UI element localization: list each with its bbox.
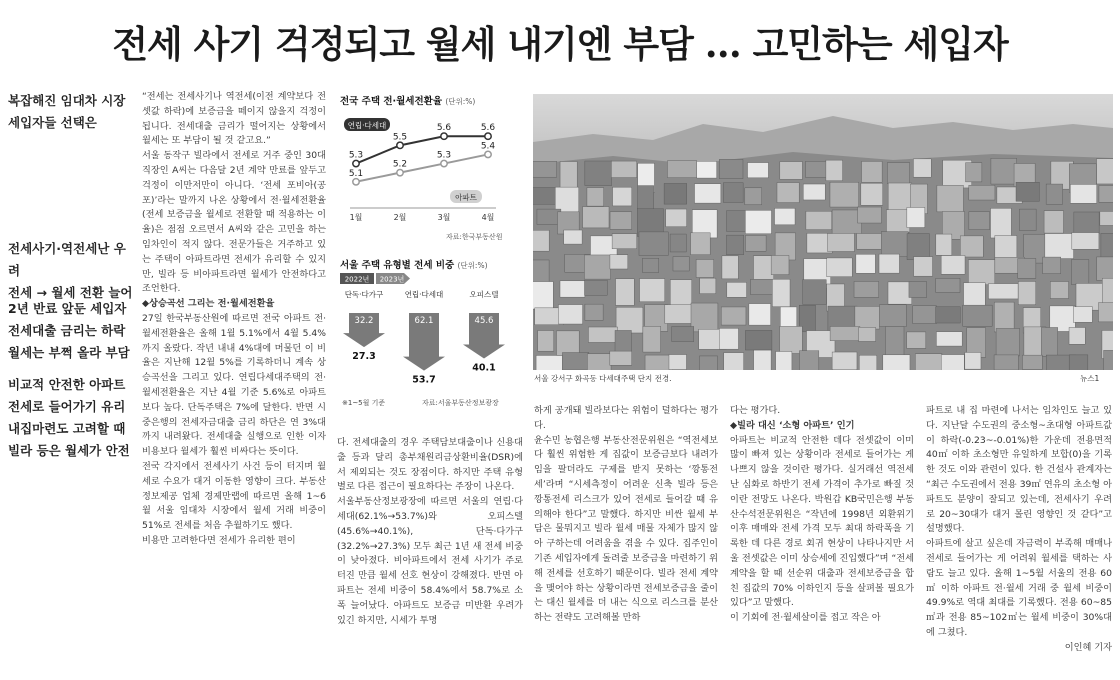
building bbox=[587, 188, 604, 206]
value-label-2022: 62.1 bbox=[414, 316, 434, 326]
category-label: 단독·다가구 bbox=[344, 290, 384, 299]
data-label: 5.6 bbox=[480, 123, 496, 134]
building bbox=[749, 304, 771, 326]
headline: 전세 사기 걱정되고 월세 내기엔 부담 … 고민하는 세입자 bbox=[112, 22, 1008, 66]
building bbox=[533, 230, 549, 251]
category-label: 연립·다세대 bbox=[404, 290, 444, 299]
svg-text:연립·다세대: 연립·다세대 bbox=[347, 121, 387, 130]
building bbox=[1073, 307, 1092, 323]
byline: 이인혜 기자 bbox=[1064, 641, 1112, 653]
value-label-2022: 32.2 bbox=[354, 316, 374, 326]
building bbox=[830, 326, 860, 340]
deck-group-2 bbox=[8, 238, 136, 304]
building bbox=[780, 162, 803, 180]
building bbox=[721, 307, 746, 325]
building bbox=[857, 233, 885, 249]
section-subhead: ◆상승곡선 그리는 전·월세전환율 bbox=[142, 298, 275, 310]
building bbox=[615, 330, 631, 354]
building bbox=[803, 184, 825, 200]
building bbox=[879, 254, 899, 273]
building bbox=[670, 280, 692, 308]
building bbox=[803, 280, 826, 305]
building bbox=[936, 307, 961, 323]
building bbox=[881, 232, 908, 257]
building bbox=[771, 255, 789, 274]
deck-line: 전세로 들어가기 유리 bbox=[8, 399, 126, 414]
deck-line: 월세는 부쩍 올라 부담 bbox=[8, 345, 130, 360]
building bbox=[1043, 257, 1061, 274]
building bbox=[537, 209, 561, 224]
building bbox=[883, 355, 910, 370]
line-chart-source: 자료:한국부동산원 bbox=[446, 233, 503, 241]
data-point bbox=[485, 133, 491, 139]
paragraph: 서울 동작구 빌라에서 전세로 거주 중인 30대 직장인 A씨는 다음달 2년 계약 만료를 앞두고 걱정이 이만저만이 아니다. ‘전세 포비아(공포)’라는 말까지 나온 상황에서 전·월세전환율(전세 보증금을 월세로 전환할 때 적용하는 이율)은 점점 오르면서 A씨와 같은 고민을 하는 임차인이 적지 않다. 전문가들은 거주하고 있는 주택이 아파트라면 전세가 유리할 수 있지만, 빌라 등 비아파트라면 월세가 안전하다고 조언한다. bbox=[142, 150, 326, 295]
building bbox=[936, 234, 952, 255]
building bbox=[638, 186, 654, 210]
building bbox=[996, 328, 1020, 355]
building bbox=[722, 256, 738, 279]
deck-line: 내집마련도 고려할 때 bbox=[8, 421, 126, 436]
paragraph: 다. 전세대출의 경우 주택담보대출이나 신용대출 등과 달리 총부채원리금상환비율(DSR)에서 제외되는 것도 장점이다. 하지만 주택 유형별로 다른 접근이 필요하다는 주장이 나온다. bbox=[337, 437, 523, 493]
building bbox=[754, 350, 771, 370]
building bbox=[613, 187, 632, 206]
building bbox=[1044, 211, 1063, 233]
building bbox=[584, 280, 607, 295]
building bbox=[858, 207, 882, 223]
building bbox=[856, 254, 875, 273]
paragraph: 27일 한국부동산원에 따르면 전국 아파트 전·월세전환율은 올해 1월 5.1%에서 4월 5.4%까지 올랐다. 작년 내내 4%대에 머물던 이 비율은 지난해 12월 5%를 기록하더니 계속 상승곡선을 그리고 있다. 연립다세대주택의 전·월세전환율은 지난 4월 기준 5.6%로 아파트보다 높다. 단독주택은 7%에 달한다. 반면 시중은행의 전세자금대출 금리 하단은 연 3%대까지 내려왔다. 전세대출 실행으로 인한 이자 비용보다 월세가 훨씬 비싸다는 뜻이다. bbox=[142, 312, 326, 458]
building bbox=[859, 327, 876, 341]
paragraph: 아파트는 비교적 안전한 데다 전셋값이 이미 많이 빠져 있는 상황이라 전세로 들어가는 게 나쁘지 않을 것이란 평가다. 실거래선 역전세난 심화로 하반기 전세 가격이 추가로 빠질 것이란 전망도 나온다. 박원갑 KB국민은행 부동산수석전문위원은 “작년에 1998년 외환위기 이후 매매와 전세 가격 모두 최대 하락폭을 기록한 데 다른 경로 회귀 현상이 나타나지만 서울 전셋값은 이미 상승세에 진입했다”며 “전세 계약을 할 때 선순위 대출과 전세보증금을 합친 집값의 70% 이하인지 등을 살펴볼 필요가 있다”고 말했다. bbox=[730, 434, 914, 609]
building bbox=[665, 305, 693, 324]
building bbox=[723, 183, 743, 203]
legend-tag-bottom bbox=[450, 190, 482, 203]
svg-text:2022년: 2022년 bbox=[344, 275, 370, 284]
deck-group-3 bbox=[8, 298, 136, 364]
building bbox=[745, 330, 772, 350]
value-label-2023: 40.1 bbox=[472, 362, 496, 374]
data-point bbox=[353, 160, 359, 166]
building bbox=[1022, 355, 1042, 369]
building bbox=[612, 234, 637, 249]
chart-title-text: 서울 주택 유형별 전세 비중 bbox=[340, 260, 455, 271]
building bbox=[907, 234, 929, 260]
building bbox=[664, 183, 687, 204]
building bbox=[826, 160, 843, 181]
building bbox=[1018, 259, 1036, 279]
series-line bbox=[356, 154, 488, 181]
building bbox=[991, 158, 1017, 184]
building bbox=[699, 356, 717, 370]
building bbox=[616, 307, 643, 333]
paragraph: “전세는 전세사기나 역전세(이전 계약보다 전셋값 하락)에 보증금을 떼이지 않을지 걱정이 됩니다. 전세대출 금리가 떨어지는 상황에서 월세는 또 부담이 될 것 같고요.” bbox=[142, 91, 326, 147]
value-label-2022: 45.6 bbox=[474, 316, 494, 326]
building bbox=[854, 281, 879, 297]
building bbox=[745, 235, 766, 251]
year-legend bbox=[340, 273, 410, 284]
building bbox=[991, 208, 1012, 238]
building bbox=[907, 332, 926, 348]
building bbox=[1099, 303, 1113, 322]
deck-line: 2년 반료 앞둔 세입자 bbox=[8, 301, 127, 316]
building bbox=[1071, 260, 1088, 285]
building bbox=[1104, 350, 1113, 370]
building bbox=[585, 304, 603, 320]
building bbox=[879, 305, 906, 327]
building bbox=[695, 184, 721, 203]
building bbox=[941, 255, 965, 274]
building bbox=[966, 163, 982, 182]
data-point bbox=[397, 169, 403, 175]
building bbox=[611, 161, 636, 178]
building bbox=[536, 355, 562, 370]
building bbox=[1100, 211, 1113, 225]
building bbox=[745, 188, 762, 205]
building bbox=[1046, 184, 1062, 204]
building bbox=[533, 282, 553, 309]
building bbox=[610, 255, 628, 269]
paragraph: 윤수민 농협은행 부동산전문위원은 “역전세보다 훨씬 위험한 게 집값이 보증금보다 내려가 임을 팔더라도 구제를 받지 못하는 ‘깡통전세’라며 “시세측정이 어려운 신축 빌라 등은 깡통전세 리스크가 있어 전세로 들어갈 때 유의해야 한다”고 말했다. 하지만 비싼 월세 부담은 물뭐지고 빌라 월세 매물 자체가 많지 않아 구하는데 어려움을 겪을 수 있다. 집주인이 기존 세입자에게 돌려줄 보증금을 마련하기 위해 전세를 선호하기 때문이다. 빌라 전세 계약을 맺어야 하는 상황이라면 전세보증금을 줄이는 대신 월세를 더 내는 식으로 리스크를 분산하는 전략도 고려해볼 만하 bbox=[534, 434, 718, 624]
building bbox=[775, 208, 795, 225]
city-illustration bbox=[533, 94, 1113, 370]
building bbox=[1097, 159, 1113, 184]
building bbox=[887, 163, 909, 184]
building bbox=[915, 354, 942, 370]
building bbox=[1041, 327, 1057, 356]
chart-title-text: 전국 주택 전·월세전환율 bbox=[340, 96, 442, 107]
building bbox=[936, 278, 960, 292]
paragraph: 아파트에 살고 싶은데 자금력이 부족해 매매나 전세로 들어가는 게 어려워 월세를 택하는 사람도 늘고 있다. 올해 1~5월 서울의 전용 60㎡ 이하 아파트 전·월세 거래 중 월세 비중이 49.9%로 역대 최대를 기록했다. 전용 60~85㎡과 전용 85~102㎡는 월세 비중이 30%대에 그쳤다. bbox=[926, 538, 1112, 638]
building bbox=[1070, 184, 1096, 203]
building bbox=[988, 284, 1018, 299]
building bbox=[640, 279, 665, 302]
building bbox=[533, 188, 558, 205]
building bbox=[1050, 282, 1068, 299]
building bbox=[666, 209, 687, 227]
building bbox=[862, 161, 883, 182]
data-label: 5.6 bbox=[436, 123, 452, 134]
data-point bbox=[397, 142, 403, 148]
building bbox=[643, 326, 661, 352]
building bbox=[964, 283, 986, 308]
legend-tag-top bbox=[344, 118, 390, 131]
building bbox=[1019, 209, 1036, 230]
building bbox=[861, 183, 883, 205]
building bbox=[772, 279, 790, 307]
paragraph: 서울부동산정보광장에 따르면 서울의 연립·다세대(62.1%→53.7%)와 오피스텔(45.6%→40.1%), 단독·다가구(32.2%→27.3%) 모두 최근 1년 새 전세 비중이 낮아졌다. 비아파트에서 전세 사기가 주로 터진 만큼 월세 선호 현상이 강해졌다. 반면 아파트는 전세 비중이 58.4%에서 58.7%로 소폭 늘어났다. 아파트도 보증금 미반환 우려가 있긴 하지만, 시세가 투명 bbox=[337, 496, 523, 626]
building bbox=[696, 259, 714, 277]
building bbox=[777, 183, 799, 203]
building bbox=[913, 306, 937, 324]
building bbox=[832, 210, 861, 234]
building bbox=[909, 282, 927, 298]
building bbox=[588, 327, 617, 342]
building bbox=[828, 233, 855, 251]
data-label: 5.5 bbox=[392, 132, 408, 143]
building bbox=[994, 302, 1014, 332]
building bbox=[907, 207, 925, 227]
building bbox=[886, 210, 909, 232]
building bbox=[673, 257, 689, 271]
svg-text:아파트: 아파트 bbox=[455, 193, 477, 202]
building bbox=[969, 185, 995, 200]
building bbox=[610, 212, 632, 230]
deck-group-1 bbox=[8, 90, 136, 134]
building bbox=[1018, 281, 1036, 304]
building bbox=[538, 331, 554, 352]
building bbox=[965, 352, 981, 369]
building bbox=[556, 331, 579, 355]
building bbox=[616, 279, 635, 306]
building bbox=[583, 207, 609, 228]
building bbox=[969, 212, 990, 230]
paragraph: 전국 각지에서 전세사기 사건 등이 터지며 월세로 수요가 대거 이동한 영향이 크다. 부동산 정보제공 업체 경제만랩에 따르면 올해 1~6월 서울 임대차 시장에서 월세 거래 비중이 51%로 전세를 처음 추월하기도 했다. bbox=[142, 460, 326, 532]
building bbox=[913, 159, 931, 177]
building bbox=[700, 278, 716, 294]
chart-unit: (단위:%) bbox=[457, 261, 488, 270]
deck-line: 세입자들 선택은 bbox=[8, 115, 97, 130]
building bbox=[776, 351, 792, 370]
building bbox=[1045, 234, 1074, 259]
line-chart bbox=[338, 108, 526, 240]
aerial-photo bbox=[533, 94, 1113, 370]
building bbox=[855, 306, 880, 329]
building bbox=[1074, 212, 1099, 234]
building bbox=[727, 282, 747, 297]
deck-line: 비교적 안전한 아파트 bbox=[8, 377, 126, 392]
bar-chart-title bbox=[340, 257, 488, 271]
building bbox=[610, 351, 632, 365]
data-point bbox=[353, 179, 359, 185]
data-label: 5.4 bbox=[480, 141, 496, 152]
deck-line: 전세 → 월세 전환 늘어 bbox=[8, 285, 133, 300]
building bbox=[719, 328, 738, 349]
building bbox=[562, 353, 588, 370]
building bbox=[643, 258, 659, 272]
article-column-3 bbox=[534, 404, 718, 672]
building bbox=[533, 260, 549, 282]
data-point bbox=[441, 160, 447, 166]
paragraph: 하게 공개돼 빌라보다는 위험이 덜하다는 평가다. bbox=[534, 405, 718, 431]
data-label: 5.1 bbox=[348, 168, 364, 179]
photo-caption: 서울 강서구 화곡동 다세대주택 단지 전경. bbox=[534, 374, 672, 383]
x-tick-label: 2월 bbox=[393, 213, 407, 222]
building bbox=[645, 355, 672, 370]
paragraph: 비용만 고려한다면 전세가 유리한 편이 bbox=[142, 534, 296, 546]
building bbox=[667, 161, 696, 178]
building bbox=[832, 352, 857, 370]
building bbox=[885, 327, 904, 356]
x-tick-label: 1월 bbox=[349, 213, 363, 222]
building bbox=[830, 182, 859, 207]
bar-chart-source: 자료:서울부동산정보광장 bbox=[422, 399, 499, 407]
building bbox=[691, 233, 711, 255]
building bbox=[960, 236, 983, 257]
building bbox=[560, 162, 577, 190]
x-tick-label: 3월 bbox=[437, 213, 451, 222]
deck-line: 빌라 등은 월세가 안전 bbox=[8, 443, 130, 458]
building bbox=[937, 185, 964, 212]
section-subhead: ◆빌라 대신 ‘소형 아파트’ 인기 bbox=[730, 419, 855, 431]
building bbox=[691, 303, 718, 332]
building bbox=[1069, 355, 1088, 370]
building bbox=[726, 235, 743, 255]
svg-text:2023년: 2023년 bbox=[379, 275, 405, 284]
building bbox=[968, 260, 994, 285]
building bbox=[1016, 182, 1039, 201]
building bbox=[564, 230, 582, 244]
building bbox=[1072, 233, 1099, 250]
building bbox=[1101, 233, 1113, 257]
building bbox=[669, 355, 686, 370]
building bbox=[745, 210, 771, 233]
building bbox=[748, 163, 769, 178]
building bbox=[994, 355, 1018, 370]
building bbox=[914, 257, 933, 277]
line-chart-title bbox=[340, 93, 475, 107]
data-label: 5.2 bbox=[392, 159, 408, 170]
building bbox=[799, 351, 818, 370]
article-column-1 bbox=[142, 90, 326, 670]
building bbox=[1099, 185, 1113, 202]
value-label-2023: 53.7 bbox=[412, 374, 436, 386]
building bbox=[780, 326, 803, 353]
building bbox=[806, 211, 832, 229]
bar-chart bbox=[338, 273, 526, 403]
building bbox=[558, 305, 582, 324]
building bbox=[719, 159, 743, 178]
building bbox=[888, 282, 912, 304]
building bbox=[560, 281, 585, 297]
building bbox=[585, 161, 612, 186]
deck-line: 전세대출 금리는 하락 bbox=[8, 323, 126, 338]
building bbox=[639, 232, 668, 256]
paragraph: 파트로 내 집 마련에 나서는 임차인도 늘고 있다. 지난달 수도권의 중소형~초대형 아파트값이 하락(-0.23~-0.01%)한 가운데 전용면적 40㎡ 이하 초소형만 유일하게 보합(0)을 기록한 것도 이와 관련이 있다. 한 건설사 관계자는 “최근 수도권에서 전용 39㎡ 연유의 초소형 아파트도 분양이 잘되고 있는데, 전세사기 우려로 20~30대가 대거 몰린 영향인 것 같다”고 설명했다. bbox=[926, 405, 1112, 535]
data-point bbox=[441, 133, 447, 139]
building bbox=[1069, 327, 1085, 344]
bar-chart-footnote: ※1~5월 기준 bbox=[342, 399, 386, 407]
building bbox=[533, 161, 557, 177]
article-column-5 bbox=[926, 404, 1112, 672]
building bbox=[1097, 257, 1113, 280]
deck-line: 복잡해진 임대차 시장 bbox=[8, 93, 126, 108]
building bbox=[941, 355, 964, 370]
building bbox=[672, 326, 694, 341]
category-label: 오피스텔 bbox=[469, 290, 499, 299]
building bbox=[963, 305, 992, 326]
chart-unit: (단위:%) bbox=[445, 97, 476, 106]
data-label: 5.3 bbox=[436, 150, 452, 161]
building bbox=[724, 353, 744, 370]
building bbox=[584, 255, 610, 279]
paragraph: 이 기회에 전·월세살이를 접고 작은 아 bbox=[730, 612, 881, 624]
building bbox=[859, 355, 877, 370]
building bbox=[587, 354, 611, 370]
data-point bbox=[485, 151, 491, 157]
building bbox=[827, 258, 852, 277]
photo-credit: 뉴스1 bbox=[1080, 374, 1100, 383]
deck-line: 전세사기·역전세난 우려 bbox=[8, 241, 126, 278]
deck-group-4 bbox=[8, 374, 136, 462]
x-tick-label: 4월 bbox=[481, 213, 495, 222]
building bbox=[936, 332, 962, 346]
building bbox=[670, 234, 686, 252]
data-label: 5.3 bbox=[348, 150, 364, 161]
building bbox=[697, 161, 717, 178]
article-column-4 bbox=[730, 404, 914, 672]
building bbox=[995, 235, 1017, 260]
value-label-2023: 27.3 bbox=[352, 351, 376, 363]
paragraph: 다는 평가다. bbox=[730, 405, 781, 416]
article-column-2 bbox=[337, 436, 523, 672]
